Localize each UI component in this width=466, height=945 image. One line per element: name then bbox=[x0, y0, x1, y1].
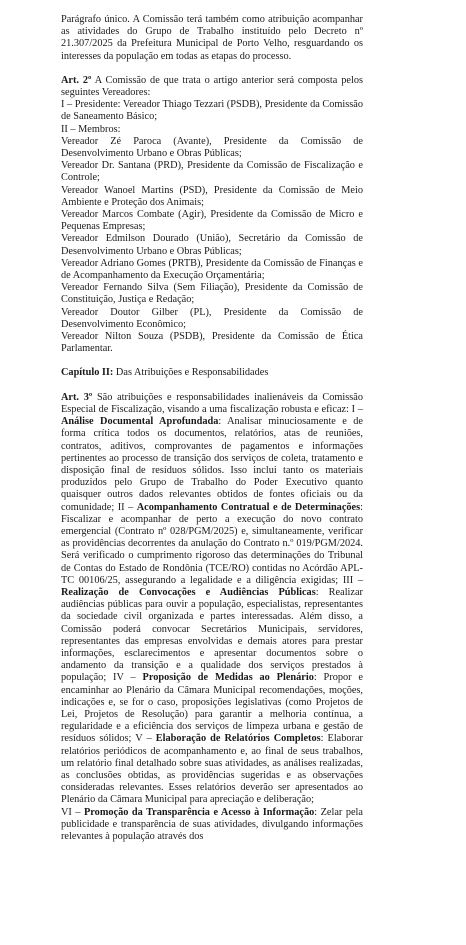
art2-line: Vereador Marcos Combate (Agir), Presidente da Comissão de Micro e Pequenas Empresas; bbox=[61, 209, 363, 233]
item-prefix: VI – bbox=[61, 806, 84, 818]
art2-text: A Comissão de que trata o artigo anterior será composta pelos seguintes Vereadores: bbox=[61, 74, 363, 99]
art3-label: Art. 3º bbox=[61, 391, 93, 403]
item-title: Promoção da Transparência e Acesso à Informação bbox=[84, 806, 315, 818]
item-title: Análise Documental Aprofundada bbox=[61, 416, 219, 428]
art2-line: Vereador Adriano Gomes (PRTB), Presidente da Comissão de Finanças e de Acompanhamento da Execução Orçamentária; bbox=[61, 257, 363, 282]
paragrafo-unico: Parágrafo único. A Comissão terá também como atribuição acompanhar as atividades do Grupo de Trabalho instituído pelo Decreto nº 21.307/2025 da Prefeitura Municipal de Porto Velho, resguardando os interesses da população em todas as etapas do processo. bbox=[61, 14, 363, 62]
art2-line: Vereador Dr. Santana (PRD), Presidente da Comissão de Fiscalização e Controle; bbox=[61, 160, 363, 184]
spacer bbox=[61, 63, 363, 75]
item-text: : Elaborar relatórios periódicos de acompanhamento e, ao final de seus trabalhos, um relatório final detalhado sobre suas atividades, as análises realizadas, as conclusões obtidas, as providências sugeridas e as observações consideradas relevantes. Esses relatórios deverão ser apresentados ao Plenário da Câmara Municipal para apreciação e deliberação; bbox=[61, 733, 363, 806]
art2-line: Vereador Wanoel Martins (PSD), Presidente da Comissão de Meio Ambiente e Proteção dos Animais; bbox=[61, 184, 363, 208]
chapter-heading bbox=[61, 367, 363, 379]
art2-line: Vereador Edmilson Dourado (União), Secretário da Comissão de Desenvolvimento Urbano e Obras Públicas; bbox=[61, 233, 363, 257]
item-text: : Fiscalizar e acompanhar de perto a execução do novo contrato emergencial (Contrato nº 028/PGM/2025) e, simultaneamente, verificar as providências decorrentes da anulação do Contrato n.º 019/PGM/2024. Será verificado o cumprimento rigoroso das determinações do Tribunal de Contas do Estado de Rondônia (TCE/RO) contidas no Acórdão APL-TC 00106/25, assegurando a legalidade e a diligência exigidas; III – bbox=[61, 501, 363, 586]
art2-line: Vereador Zé Paroca (Avante), Presidente da Comissão de Desenvolvimento Urbano e Obras Públicas; bbox=[61, 135, 363, 160]
art2-line: II – Membros: bbox=[61, 123, 121, 135]
art2-line: I – Presidente: Vereador Thiago Tezzari (PSDB), Presidente da Comissão de Saneamento Básico; bbox=[61, 99, 363, 123]
chapter-title: Das Atribuições e Responsabilidades bbox=[113, 367, 269, 379]
spacer bbox=[61, 380, 363, 392]
art2-line: Vereador Nilton Souza (PSDB), Presidente da Comissão de Ética Parlamentar. bbox=[61, 331, 363, 355]
spacer bbox=[61, 355, 363, 367]
art2-intro bbox=[61, 75, 363, 99]
art2-label: Art. 2º bbox=[61, 74, 92, 86]
item-text: : Zelar pela publicidade e transparência de suas atividades, divulgando informações relevantes à população através dos bbox=[61, 806, 363, 842]
art2-line: Vereador Doutor Gilber (PL), Presidente da Comissão de Desenvolvimento Econômico; bbox=[61, 306, 363, 330]
art3-item-vi bbox=[61, 807, 363, 844]
item-text: : Propor e encaminhar ao Plenário da Câmara Municipal recomendações, moções, indicações e, se for o caso, proposições legislativas (como Projetos de Lei, Projetos de Resolução) para garantir a melhoria contínua, a regularidade e a eficiência dos serviços de limpeza urbana e gestão de resíduos sólidos; V – bbox=[61, 672, 363, 745]
item-text: : Realizar audiências públicas para ouvir a população, especialistas, representantes da sociedade civil organizada e partes interessadas. Além disso, a Comissão poderá convocar Secretários Municipais, servidores, representantes das empresas envolvidas e demais atores para prestar informações, esclarecimentos e apresentar documentos sobre o andamento da transição e a qualidade dos serviços prestados à população; IV – bbox=[61, 586, 363, 684]
chapter-label: Capítulo II: bbox=[61, 367, 114, 379]
item-text: : Analisar minuciosamente e de forma crítica todos os documentos, relatórios, atas de reuniões, contratos, aditivos, comprovantes de pagamentos e informações pertinentes ao processo de transição dos serviços de coleta, tratamento e disposição final de resíduos sólidos. Isso inclui tanto os materiais produzidos pelo Grupo de Trabalho do Poder Executivo quanto quaisquer outros dados relevantes obtidos de fontes oficiais ou da comunidade; II – bbox=[61, 416, 363, 513]
item-title: Realização de Convocações e Audiências Públicas bbox=[61, 586, 316, 598]
art3-body bbox=[61, 392, 363, 807]
item-title: Acompanhamento Contratual e de Determinações bbox=[136, 501, 361, 513]
art3-intro: São atribuições e responsabilidades inalienáveis da Comissão Especial de Fiscalização, visando a uma fiscalização robusta e eficaz: I – bbox=[61, 391, 363, 415]
art2-line: Vereador Fernando Silva (Sem Filiação), Presidente da Comissão de Constituição, Justiça e Redação; bbox=[61, 282, 363, 306]
item-title: Proposição de Medidas ao Plenário bbox=[142, 672, 314, 684]
item-title: Elaboração de Relatórios Completos bbox=[155, 733, 321, 745]
